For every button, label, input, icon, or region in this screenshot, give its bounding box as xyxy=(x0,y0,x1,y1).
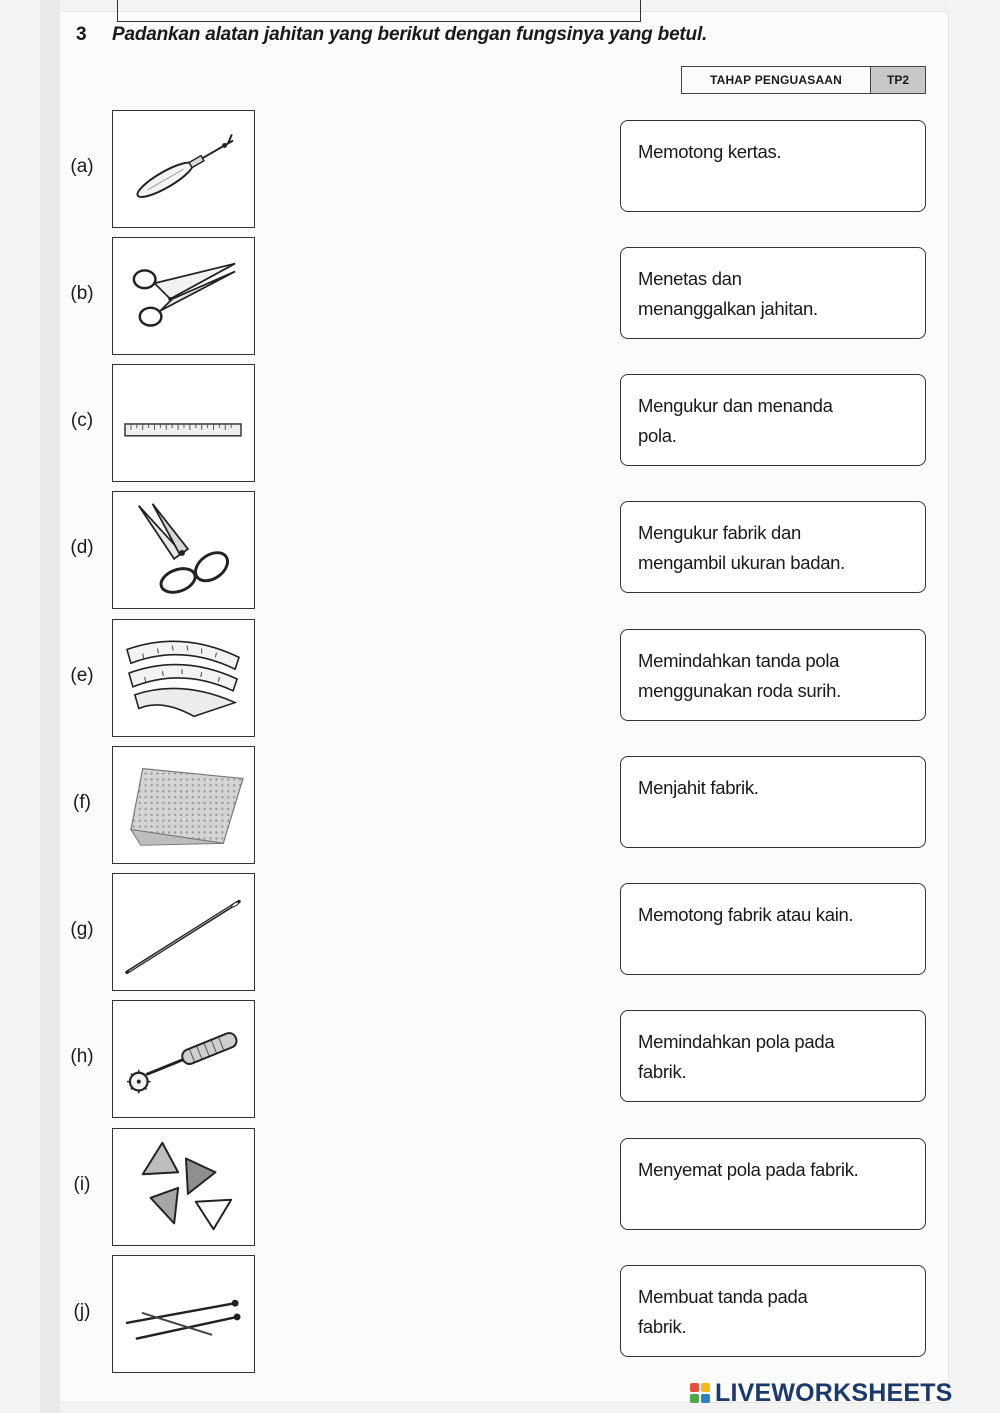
answer-line-2: fabrik. xyxy=(638,1061,687,1082)
match-row-g xyxy=(0,873,1000,993)
ruler-icon xyxy=(113,365,254,481)
tool-image-frame[interactable] xyxy=(112,237,255,355)
measuring-tape-icon xyxy=(113,620,254,736)
item-label: (j) xyxy=(73,1301,91,1322)
tracing-wheel-icon xyxy=(113,1001,254,1117)
liveworksheets-logo-icon xyxy=(690,1383,710,1403)
tool-image-frame[interactable] xyxy=(112,1128,255,1246)
answer-box[interactable] xyxy=(620,120,926,212)
match-row-j xyxy=(0,1255,1000,1375)
match-row-d xyxy=(0,491,1000,611)
answer-box[interactable] xyxy=(620,247,926,339)
item-label: (i) xyxy=(73,1174,91,1195)
answer-box[interactable] xyxy=(620,883,926,975)
liveworksheets-watermark[interactable] xyxy=(690,1378,953,1408)
tool-image-frame[interactable] xyxy=(112,491,255,609)
answer-line-2: menanggalkan jahitan. xyxy=(638,298,818,319)
answer-box[interactable] xyxy=(620,374,926,466)
match-row-h xyxy=(0,1000,1000,1120)
answer-line-1: Mengukur dan menanda xyxy=(638,395,833,416)
tool-image-frame[interactable] xyxy=(112,364,255,482)
answer-line-2: fabrik. xyxy=(638,1316,687,1337)
previous-answer-box xyxy=(117,0,641,22)
watermark-text: LIVEWORKSHEETS xyxy=(715,1378,953,1407)
match-row-b xyxy=(0,237,1000,357)
mastery-level-badge xyxy=(681,66,926,94)
answer-line-2: mengambil ukuran badan. xyxy=(638,552,846,573)
question-instruction: Padankan alatan jahitan yang berikut dengan fungsinya yang betul. xyxy=(112,24,708,45)
answer-line-1: Menjahit fabrik. xyxy=(638,777,759,798)
tool-image-frame[interactable] xyxy=(112,1000,255,1118)
mastery-level-value: TP2 xyxy=(871,67,925,93)
tool-image-frame[interactable] xyxy=(112,1255,255,1373)
tailor-chalk-icon xyxy=(113,1129,254,1245)
item-label: (h) xyxy=(70,1046,94,1067)
answer-box[interactable] xyxy=(620,756,926,848)
answer-line-1: Menetas dan xyxy=(638,268,742,289)
answer-line-2: pola. xyxy=(638,425,677,446)
pins-icon xyxy=(113,1256,254,1372)
item-label: (a) xyxy=(70,156,94,177)
seam-ripper-icon xyxy=(113,111,254,227)
match-row-f xyxy=(0,746,1000,866)
match-row-e xyxy=(0,619,1000,739)
item-label: (f) xyxy=(73,792,91,813)
answer-line-1: Memotong kertas. xyxy=(638,141,782,162)
item-label: (g) xyxy=(70,919,94,940)
item-label: (b) xyxy=(70,283,94,304)
answer-line-1: Membuat tanda pada xyxy=(638,1286,808,1307)
answer-box[interactable] xyxy=(620,1010,926,1102)
tool-image-frame[interactable] xyxy=(112,746,255,864)
sewing-needle-icon xyxy=(113,874,254,990)
question-number: 3 xyxy=(76,24,87,45)
answer-line-1: Memindahkan pola pada xyxy=(638,1031,835,1052)
item-label: (c) xyxy=(70,410,94,431)
answer-line-2: menggunakan roda surih. xyxy=(638,680,841,701)
paper-scissors-icon xyxy=(113,238,254,354)
item-label: (e) xyxy=(70,665,94,686)
tool-image-frame[interactable] xyxy=(112,110,255,228)
carbon-paper-icon xyxy=(113,747,254,863)
item-label: (d) xyxy=(70,537,94,558)
match-row-a xyxy=(0,110,1000,230)
answer-box[interactable] xyxy=(620,501,926,593)
mastery-level-label: TAHAP PENGUASAAN xyxy=(682,67,871,93)
answer-box[interactable] xyxy=(620,1265,926,1357)
answer-line-1: Menyemat pola pada fabrik. xyxy=(638,1159,859,1180)
answer-line-1: Memotong fabrik atau kain. xyxy=(638,904,854,925)
tool-image-frame[interactable] xyxy=(112,619,255,737)
answer-box[interactable] xyxy=(620,1138,926,1230)
answer-line-1: Memindahkan tanda pola xyxy=(638,650,840,671)
match-row-i xyxy=(0,1128,1000,1248)
fabric-shears-icon xyxy=(113,492,254,608)
answer-line-1: Mengukur fabrik dan xyxy=(638,522,801,543)
match-row-c xyxy=(0,364,1000,484)
tool-image-frame[interactable] xyxy=(112,873,255,991)
answer-box[interactable] xyxy=(620,629,926,721)
